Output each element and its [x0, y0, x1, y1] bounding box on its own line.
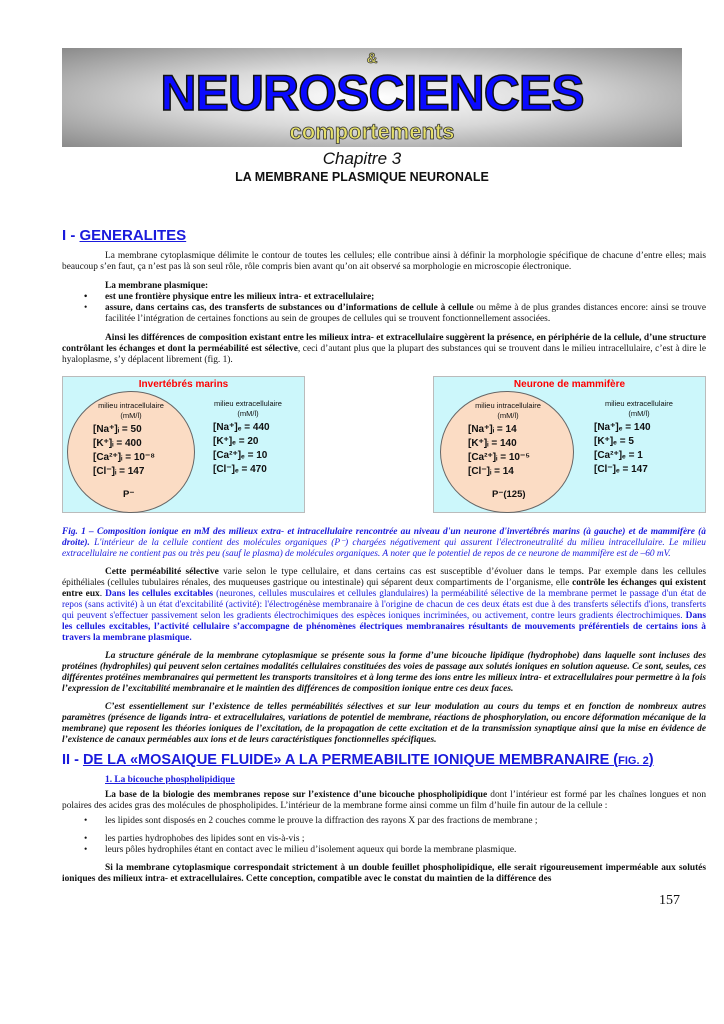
- bold-text: contrôle les échanges qui existent entre eux: [62, 578, 706, 599]
- chapter-label: Chapitre 3: [322, 149, 402, 168]
- paragraph-theories: C’est essentiellement sur l’existence de telles perméabilités sélectives et sur leur modulation au cours du temps et en fonction de nombreux autres paramètres (présence de ligands intra- et extracellulaires, variations de potentiel de membrane, réactions de phosphorylation, ou encore déformation mécanique de la membrane) que reposent les théories ioniques de l’excitation, de la propagation de cette excitation et de la transmission synaptique ainsi que la mise en évidence de l’existence de canaux perméables aux ions et de leurs caractéristiques fonctionnelles spécifiques.: [62, 702, 706, 745]
- figure-caption: [62, 527, 706, 560]
- logo-title: NEUROSCIENCES: [160, 65, 584, 121]
- subsection-heading[interactable]: 1. La bicouche phospholipidique: [105, 775, 235, 785]
- text: , ceci d’autant plus que la plupart des substances qui se trouvent dans le milieu intracellulaire, c’est à dire le hyaloplasme, s’y déplacent librement (fig. 1).: [62, 344, 706, 365]
- caption-text: L'intérieur de la cellule contient des molécules organiques (P⁻) chargées négativement qui assurent l'électroneutralité du milieu intracellulaire. Le milieu extracellulaire ne contient pas ou très peu (sauf le plasma) de molécules organiques. A noter que le potentiel de repos de ce neurone de mammifère est de –60 mV.: [62, 538, 706, 559]
- section-title: GENERALITES: [79, 227, 187, 244]
- list-item: • les lipides sont disposés en 2 couches comme le prouve la diffraction des rayons X par des fractions de membrane ;: [62, 816, 706, 827]
- membrane-list: [62, 281, 706, 325]
- paragraph-permeabilite: [62, 567, 706, 644]
- intra-header: milieu intracellulaire (mM/l): [475, 401, 541, 420]
- list-item-text: ou même à de plus grandes distances encore: ainsi se trouve facilitée l’intégration de certaines fonctions au sein de groupes de cellules qui se trouvent fonctionnellement associées.: [105, 303, 707, 324]
- intra-header: milieu intracellulaire (mM/l): [98, 401, 164, 420]
- figure-mammifere: [433, 376, 706, 513]
- page-title: LA MEMBRANE PLASMIQUE NEURONALE: [235, 170, 489, 184]
- extra-header: milieu extracellulaire (mM/l): [605, 399, 673, 418]
- section-1-heading: [62, 227, 706, 245]
- list-item: • est une frontière physique entre les milieux intra- et extracellulaire;: [62, 292, 706, 303]
- intra-values: [Na⁺]ᵢ = 50 [K⁺]ᵢ = 400 [Ca²⁺]ᵢ = 10⁻⁸ [Cl⁻]ᵢ = 147: [93, 424, 155, 477]
- list-item-bold: assure, dans certains cas, des transferts de substances ou d’informations de cellule à cellule: [105, 303, 474, 313]
- figure-1: [62, 376, 706, 513]
- bold-text: La base de la biologie des membranes repose sur l’existence d’une bicouche phospholipidique: [105, 790, 488, 800]
- intra-values: [Na⁺]ᵢ = 14 [K⁺]ᵢ = 140 [Ca²⁺]ᵢ = 10⁻⁵ [Cl⁻]ᵢ = 14: [468, 424, 530, 477]
- blue-text: (neurones, cellules musculaires et cellules glandulaires) la perméabilité sélective de la membrane permet le passage d'un état de repos (sans activité) à un état d'excitabilité (activité): l'électrogénèse membranaire à l'origine de chacun de ces deux états est due à des transferts sélectifs d'ions, transferts qui peuvent s'effectuer passivement selon les gradients électrochimiques des espèces ioniques incriminées, ou activement, contre leurs gradients électrochimiques.: [62, 589, 707, 621]
- list-item: • leurs pôles hydrophiles étant en contact avec le milieu d’isolement aqueux qui borde la membrane plasmique.: [62, 845, 706, 856]
- neurosciences-banner-logo: [62, 48, 682, 147]
- blue-bold-text: Dans les cellules excitables, l’activité cellulaire s’accompagne de phénomènes électriques membranaires résultants de mouvements préférentiels de certains ions à travers la membrane plasmique.: [62, 611, 706, 643]
- bold-text: Ainsi les différences de composition existant entre les milieux intra- et extracellulaire suggèrent la présence, en périphérie de la cellule, d’une structure contrôlant les échanges et dont la perméabilité est sélective: [62, 333, 706, 354]
- logo-subtitle: comportements: [289, 119, 455, 144]
- blue-bold-text: Dans les cellules excitables: [105, 589, 214, 599]
- organic-molecules: P⁻: [123, 489, 135, 500]
- logo-amp: &: [366, 50, 378, 67]
- section-number: II -: [62, 752, 83, 768]
- bicouche-list: [62, 816, 706, 856]
- list-item: • les parties hydrophobes des lipides sont en vis-à-vis ;: [62, 834, 706, 845]
- caption-bold: Fig. 1 – Composition ionique en mM des milieux extra- et intracellulaire rencontrée au niveau d'un neurone d'invertébrés marins (à gauche) et de mammifère (à droite).: [62, 527, 706, 548]
- list-heading: La membrane plasmique:: [105, 281, 209, 291]
- text: dont l’intérieur est formé par les chaînes longues et non polaires des acides gras des molécules de phospholipides. L’intérieur de la membrane forme ainsi comme un film d’huile fin autour de la cellule :: [62, 790, 707, 811]
- paragraph-impermeable: Si la membrane cytoplasmique correspondait strictement à un double feuillet phospholipidique, elle serait rigoureusement imperméable aux solutés ioniques des milieux intra- et extracellulaires. Cette conception, compatible avec le constat du maintien de la différence des: [62, 863, 706, 884]
- section-title: DE LA «MOSAIQUE FLUIDE» A LA PERMEABILITE IONIQUE MEMBRANAIRE (FIG. 2): [82, 752, 654, 768]
- page-body: [62, 227, 706, 909]
- section-number: I -: [62, 227, 80, 244]
- figure-title: Invertébrés marins: [138, 379, 229, 390]
- text: varie selon le type cellulaire, et dans certains cas est susceptible d’évoluer dans le temps. Par exemple dans les cellules épithéliales (cellules tubulaires rénales, des muqueuses gastrique ou intestinale) qui séparent deux compartiments de l’organisme, elle: [62, 567, 706, 588]
- extra-values: [Na⁺]ₑ = 440 [K⁺]ₑ = 20 [Ca²⁺]ₑ = 10 [Cl⁻]ₑ = 470: [213, 422, 270, 475]
- bold-text: Cette perméabilité sélective: [105, 567, 219, 577]
- section-2-heading: [62, 751, 706, 770]
- paragraph-differences: [62, 333, 706, 366]
- extra-values: [Na⁺]ₑ = 140 [K⁺]ₑ = 5 [Ca²⁺]ₑ = 1 [Cl⁻]ₑ = 147: [594, 422, 651, 475]
- figure-title: Neurone de mammifère: [513, 379, 626, 390]
- list-item: [62, 303, 706, 325]
- paragraph-structure: La structure générale de la membrane cytoplasmique se présente sous la forme d’une bicouche lipidique (hydrophobe) dans laquelle sont incluses des protéines (hydrophiles) qui peuvent selon certaines modalités cellulaires constituées des voies de passage aux solutés ioniques en solution aqueuse. Ce sont, seules, ces différentes protéines membranaires qui permettent les transports transitoires et à long terme des ions entre les milieux intra- et extracellulaires pour permettre à la fois l’expression de l’excitabilité membranaire et le maintien des différences de composition ionique entre ces deux faces.: [62, 651, 706, 694]
- organic-molecules: P⁻(125): [492, 489, 526, 500]
- page-number: 157: [659, 893, 680, 908]
- figure-invertebres: [62, 376, 305, 513]
- paragraph-bicouche: [62, 790, 706, 812]
- text: .: [99, 589, 106, 599]
- extra-header: milieu extracellulaire (mM/l): [214, 399, 282, 418]
- paragraph-intro: La membrane cytoplasmique délimite le contour de toutes les cellules; elle contribue ainsi à définir la morphologie spécifique de chacune d’entre elles; mais beaucoup s’en faut, ça n’est pas là son seul rôle, rôle compris bien avant qu’on ait observé sa morphologie en microscopie électronique.: [62, 251, 706, 272]
